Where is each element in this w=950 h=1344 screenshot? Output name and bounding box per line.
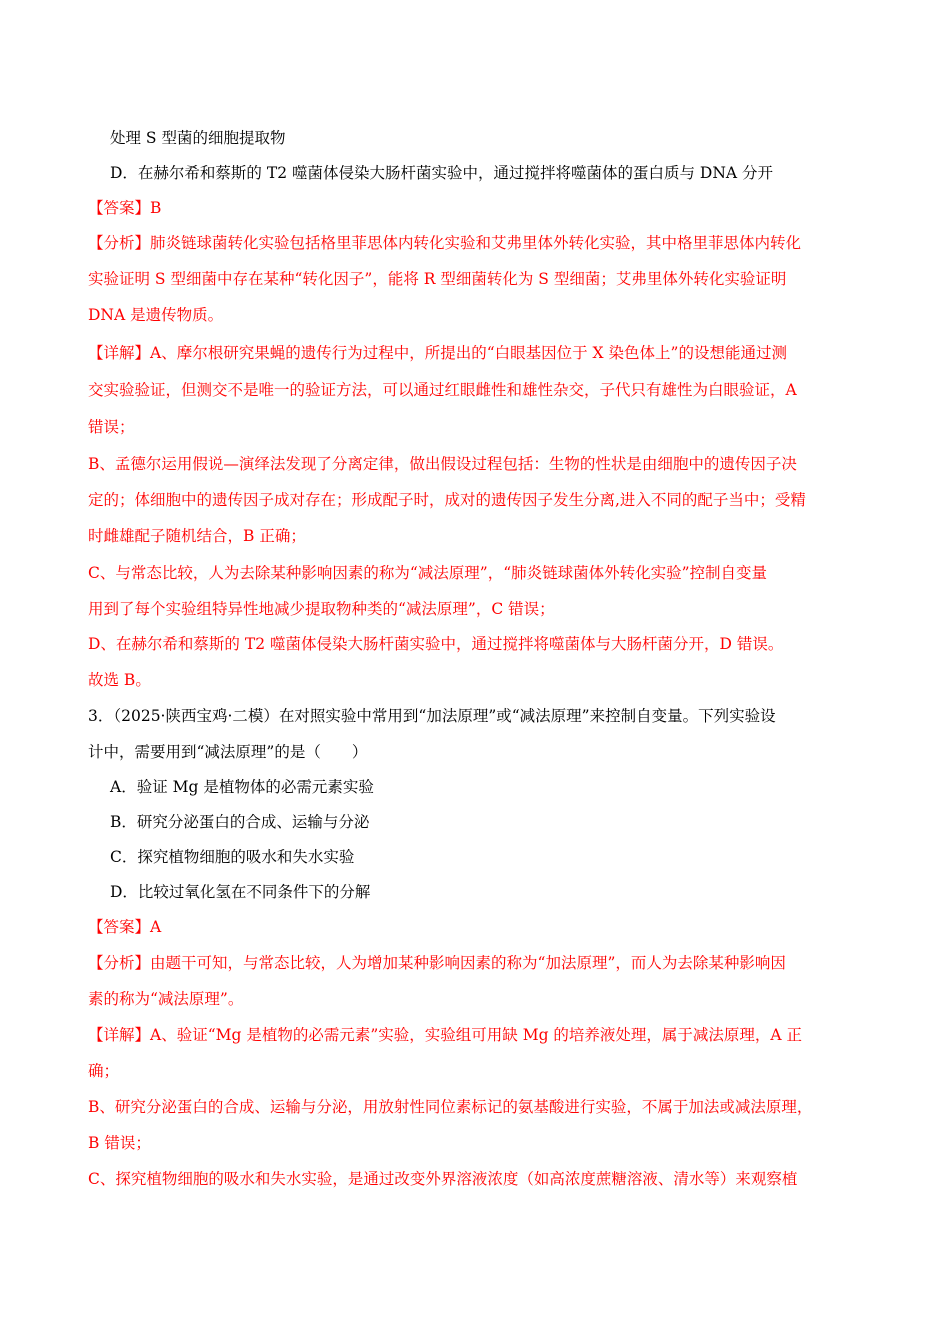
q2-analysis-line-2: 实验证明 S 型细菌中存在某种“转化因子”，能将 R 型细菌转化为 S 型细菌；艾弗里体外转化实验证明 bbox=[88, 270, 787, 288]
q3-detail-line-4: B 错误； bbox=[88, 1134, 151, 1152]
q2-analysis-line-3: DNA 是遗传物质。 bbox=[88, 306, 224, 324]
q2-answer bbox=[88, 198, 878, 218]
q3-stem-line-1: 3．（2025·陕西宝鸡·二模）在对照实验中常用到“加法原理”或“减法原理”来控制自变量。下列实验设 bbox=[88, 707, 776, 725]
q2-detail-line-9: D、在赫尔希和蔡斯的 T2 噬菌体侵染大肠杆菌实验中，通过搅拌将噬菌体与大肠杆菌分开，D 错误。 bbox=[88, 635, 784, 653]
analysis-tag: 【分析】 bbox=[88, 954, 151, 972]
analysis-text: 肺炎链球菌转化实验包括格里菲思体内转化实验和艾弗里体外转化实验，其中格里菲思体内转化 bbox=[150, 234, 802, 252]
q3-answer bbox=[88, 917, 878, 937]
q2-conclusion: 故选 B。 bbox=[88, 671, 151, 689]
answer-value: A bbox=[150, 918, 162, 936]
answer-value: B bbox=[150, 199, 162, 217]
detail-tag: 【详解】 bbox=[88, 1026, 151, 1044]
q2-detail-line-5: 定的；体细胞中的遗传因子成对存在；形成配子时，成对的遗传因子发生分离,进入不同的配子当中；受精 bbox=[88, 491, 806, 509]
analysis-tag: 【分析】 bbox=[88, 234, 151, 252]
answer-tag: 【答案】 bbox=[88, 199, 151, 217]
q3-option-c: C．探究植物细胞的吸水和失水实验 bbox=[110, 848, 355, 866]
q2-detail-line-1 bbox=[88, 343, 878, 363]
analysis-text: 由题干可知，与常态比较，人为增加某种影响因素的称为“加法原理”，而人为去除某种影响因 bbox=[150, 954, 786, 972]
previous-option-d: D．在赫尔希和蔡斯的 T2 噬菌体侵染大肠杆菌实验中，通过搅拌将噬菌体的蛋白质与 DNA 分开 bbox=[110, 164, 774, 182]
q2-detail-line-4: B、孟德尔运用假说—演绎法发现了分离定律，做出假设过程包括：生物的性状是由细胞中的遗传因子决 bbox=[88, 455, 797, 473]
q2-detail-line-8: 用到了每个实验组特异性地减少提取物种类的“减法原理”，C 错误； bbox=[88, 600, 555, 618]
q2-detail-line-6: 时雌雄配子随机结合，B 正确； bbox=[88, 527, 306, 545]
q2-analysis-line-1 bbox=[88, 233, 878, 253]
previous-option-continuation: 处理 S 型菌的细胞提取物 bbox=[110, 129, 286, 147]
q3-option-d: D．比较过氧化氢在不同条件下的分解 bbox=[110, 883, 371, 901]
q3-detail-line-1 bbox=[88, 1025, 878, 1045]
detail-text: A、验证“Mg 是植物的必需元素”实验，实验组可用缺 Mg 的培养液处理，属于减法原理，A 正 bbox=[150, 1026, 803, 1044]
q2-detail-line-2: 交实验验证，但测交不是唯一的验证方法，可以通过红眼雌性和雄性杂交，子代只有雄性为白眼验证，A bbox=[88, 381, 797, 399]
detail-tag: 【详解】 bbox=[88, 344, 151, 362]
q3-stem-line-2: 计中，需要用到“减法原理”的是（ ） bbox=[88, 743, 368, 761]
q2-detail-line-3: 错误； bbox=[88, 418, 135, 436]
answer-tag: 【答案】 bbox=[88, 918, 151, 936]
q3-option-b: B．研究分泌蛋白的合成、运输与分泌 bbox=[110, 813, 370, 831]
q3-analysis-line-2: 素的称为“减法原理”。 bbox=[88, 990, 244, 1008]
q3-detail-line-5: C、探究植物细胞的吸水和失水实验，是通过改变外界溶液浓度（如高浓度蔗糖溶液、清水等）来观察植 bbox=[88, 1170, 798, 1188]
q3-detail-line-3: B、研究分泌蛋白的合成、运输与分泌，用放射性同位素标记的氨基酸进行实验，不属于加法或减法原理， bbox=[88, 1098, 813, 1116]
detail-text: A、摩尔根研究果蝇的遗传行为过程中，所提出的“白眼基因位于 X 染色体上”的设想能通过测 bbox=[150, 344, 787, 362]
q3-option-a: A．验证 Mg 是植物体的必需元素实验 bbox=[110, 778, 374, 796]
q3-analysis-line-1 bbox=[88, 953, 878, 973]
q2-detail-line-7: C、与常态比较，人为去除某种影响因素的称为“减法原理”，“肺炎链球菌体外转化实验”控制自变量 bbox=[88, 564, 768, 582]
q3-detail-line-2: 确； bbox=[88, 1062, 120, 1080]
